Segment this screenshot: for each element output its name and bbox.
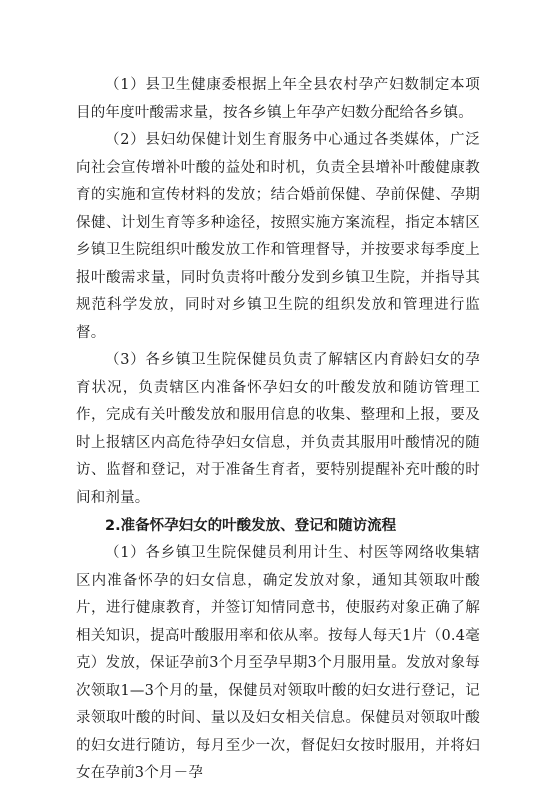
paragraph-4: （1）各乡镇卫生院保健员利用计生、村医等网络收集辖区内准备怀孕的妇女信息，确定发放对象，通知其领取叶酸片，进行健康教育，并签订知情同意书，使服药对象正确了解相关知识，提高叶酸服用率和依从率。按每人每天1片（0.4毫克）发放，保证孕前3个月至孕早期3个月服用量。发放对象每次领取1—3个月的量，保健员对领取叶酸的妇女进行登记，记录领取叶酸的时间、量以及妇女相关信息。保健员对领取叶酸的妇女进行随访，每月至少一次，督促妇女按时服用，并将妇女在孕前3个月－孕 bbox=[76, 545, 480, 781]
paragraph-2: （2）县妇幼保健计划生育服务中心通过各类媒体，广泛向社会宣传增补叶酸的益处和时机，负责全县增补叶酸健康教育的实施和宣传材料的发放；结合婚前保健、孕前保健、孕期保健、计划生育等多种途径，按照实施方案流程，指定本辖区乡镇卫生院组织叶酸发放工作和管理督导，并按要求每季度上报叶酸需求量，同时负责将叶酸分发到乡镇卫生院，并指导其规范科学发放，同时对乡镇卫生院的组织发放和管理进行监督。 bbox=[76, 132, 480, 341]
paragraph-1: （1）县卫生健康委根据上年全县农村孕产妇数制定本项目的年度叶酸需求量，按各乡镇上年孕产妇数分配给各乡镇。 bbox=[76, 77, 480, 121]
paragraph-3: （3）各乡镇卫生院保健员负责了解辖区内育龄妇女的孕育状况，负责辖区内准备怀孕妇女的叶酸发放和随访管理工作，完成有关叶酸发放和服用信息的收集、整理和上报，要及时上报辖区内高危待孕妇女信息，并负责其服用叶酸情况的随访、监督和登记，对于准备生育者，要特别提醒补充叶酸的时间和剂量。 bbox=[76, 352, 480, 506]
section-heading: 2.准备怀孕妇女的叶酸发放、登记和随访流程 bbox=[105, 518, 397, 534]
document-body bbox=[76, 72, 480, 788]
